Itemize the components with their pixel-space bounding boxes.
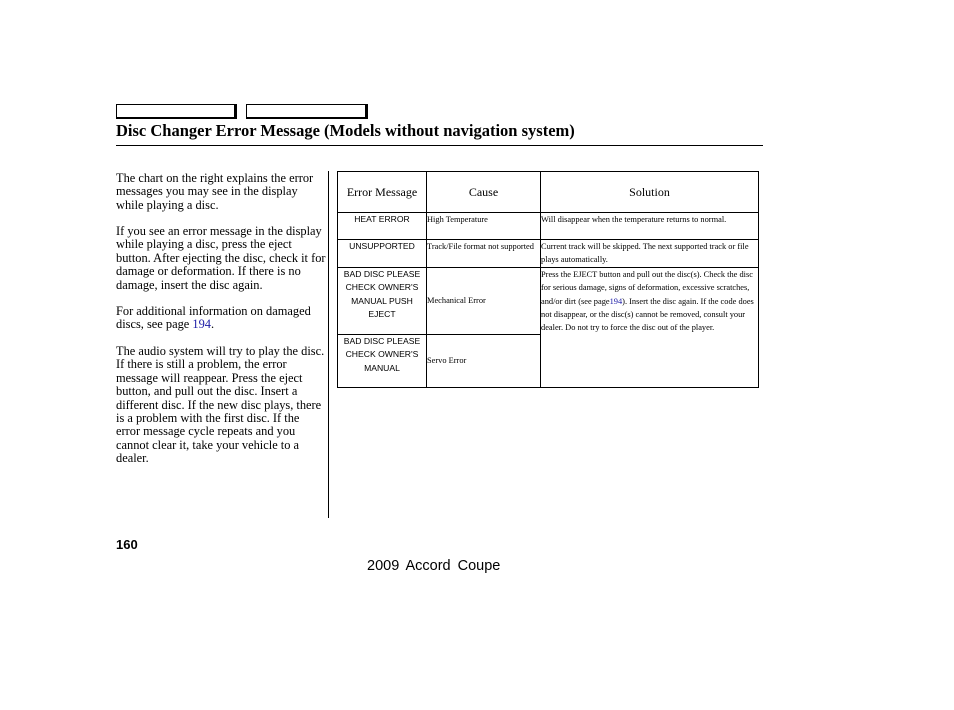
title-divider	[116, 145, 763, 146]
solution-cell: Will disappear when the temperature returns to normal.	[541, 213, 759, 240]
shared-solution-cell	[541, 267, 759, 387]
cause-cell: Track/File format not supported	[427, 240, 541, 268]
additional-info-text: For additional information on damaged discs, see page	[116, 304, 311, 332]
cause-cell: Servo Error	[427, 334, 541, 387]
nav-tab-2[interactable]	[246, 104, 368, 119]
table-row	[338, 240, 759, 268]
header-solution: Solution	[541, 172, 759, 213]
retry-paragraph: The audio system will try to play the disc. If there is still a problem, the error message will reappear. Press the eject button, and pull out the disc. Insert a different disc. If the new disc plays, there is a problem with the first disc. If the error message cycle repeats and you cannot clear it, take your vehicle to a dealer.	[116, 344, 325, 466]
table-header-row	[338, 172, 759, 213]
error-message-cell: BAD DISC PLEASE CHECK OWNER'S MANUAL PUSH EJECT	[338, 267, 427, 334]
header-cause: Cause	[427, 172, 541, 213]
table-row	[338, 267, 759, 334]
page-194-link[interactable]: 194	[192, 317, 211, 332]
cause-cell: Mechanical Error	[427, 267, 541, 334]
cause-cell: High Temperature	[427, 213, 541, 240]
page-title: Disc Changer Error Message (Models without navigation system)	[116, 121, 575, 140]
shared-solution-text-end: ). Insert the disc again. If the code does not disappear, or the disc(s) cannot be removed, consult your dealer. Do not try to force the disc out of the player.	[541, 296, 754, 333]
eject-instructions-paragraph: If you see an error message in the display while playing a disc, press the eject button. After ejecting the disc, check it for damage or deformation. If there is no damage, insert the disc again.	[116, 224, 326, 292]
intro-paragraph: The chart on the right explains the error messages you may see in the display while playing a disc.	[116, 171, 314, 212]
error-message-cell: BAD DISC PLEASE CHECK OWNER'S MANUAL	[338, 334, 427, 387]
header-error-message: Error Message	[338, 172, 427, 213]
additional-info-paragraph	[116, 305, 326, 332]
error-message-table	[337, 171, 759, 388]
footer-model-name: 2009 Accord Coupe	[367, 558, 501, 574]
table-row	[338, 213, 759, 240]
page-number: 160	[116, 537, 138, 552]
error-message-cell: HEAT ERROR	[338, 213, 427, 240]
nav-tab-1[interactable]	[116, 104, 237, 119]
additional-info-end: .	[211, 317, 215, 332]
solution-cell: Current track will be skipped. The next supported track or file plays automatically.	[541, 240, 759, 268]
shared-solution-text: Press the EJECT button and pull out the disc(s). Check the disc for serious damage, signs of deformation, excessive scratches, and/or dirt (see page	[541, 269, 753, 306]
page-194-link[interactable]: 194	[609, 296, 623, 306]
column-divider	[328, 171, 329, 518]
error-message-cell: UNSUPPORTED	[338, 240, 427, 268]
